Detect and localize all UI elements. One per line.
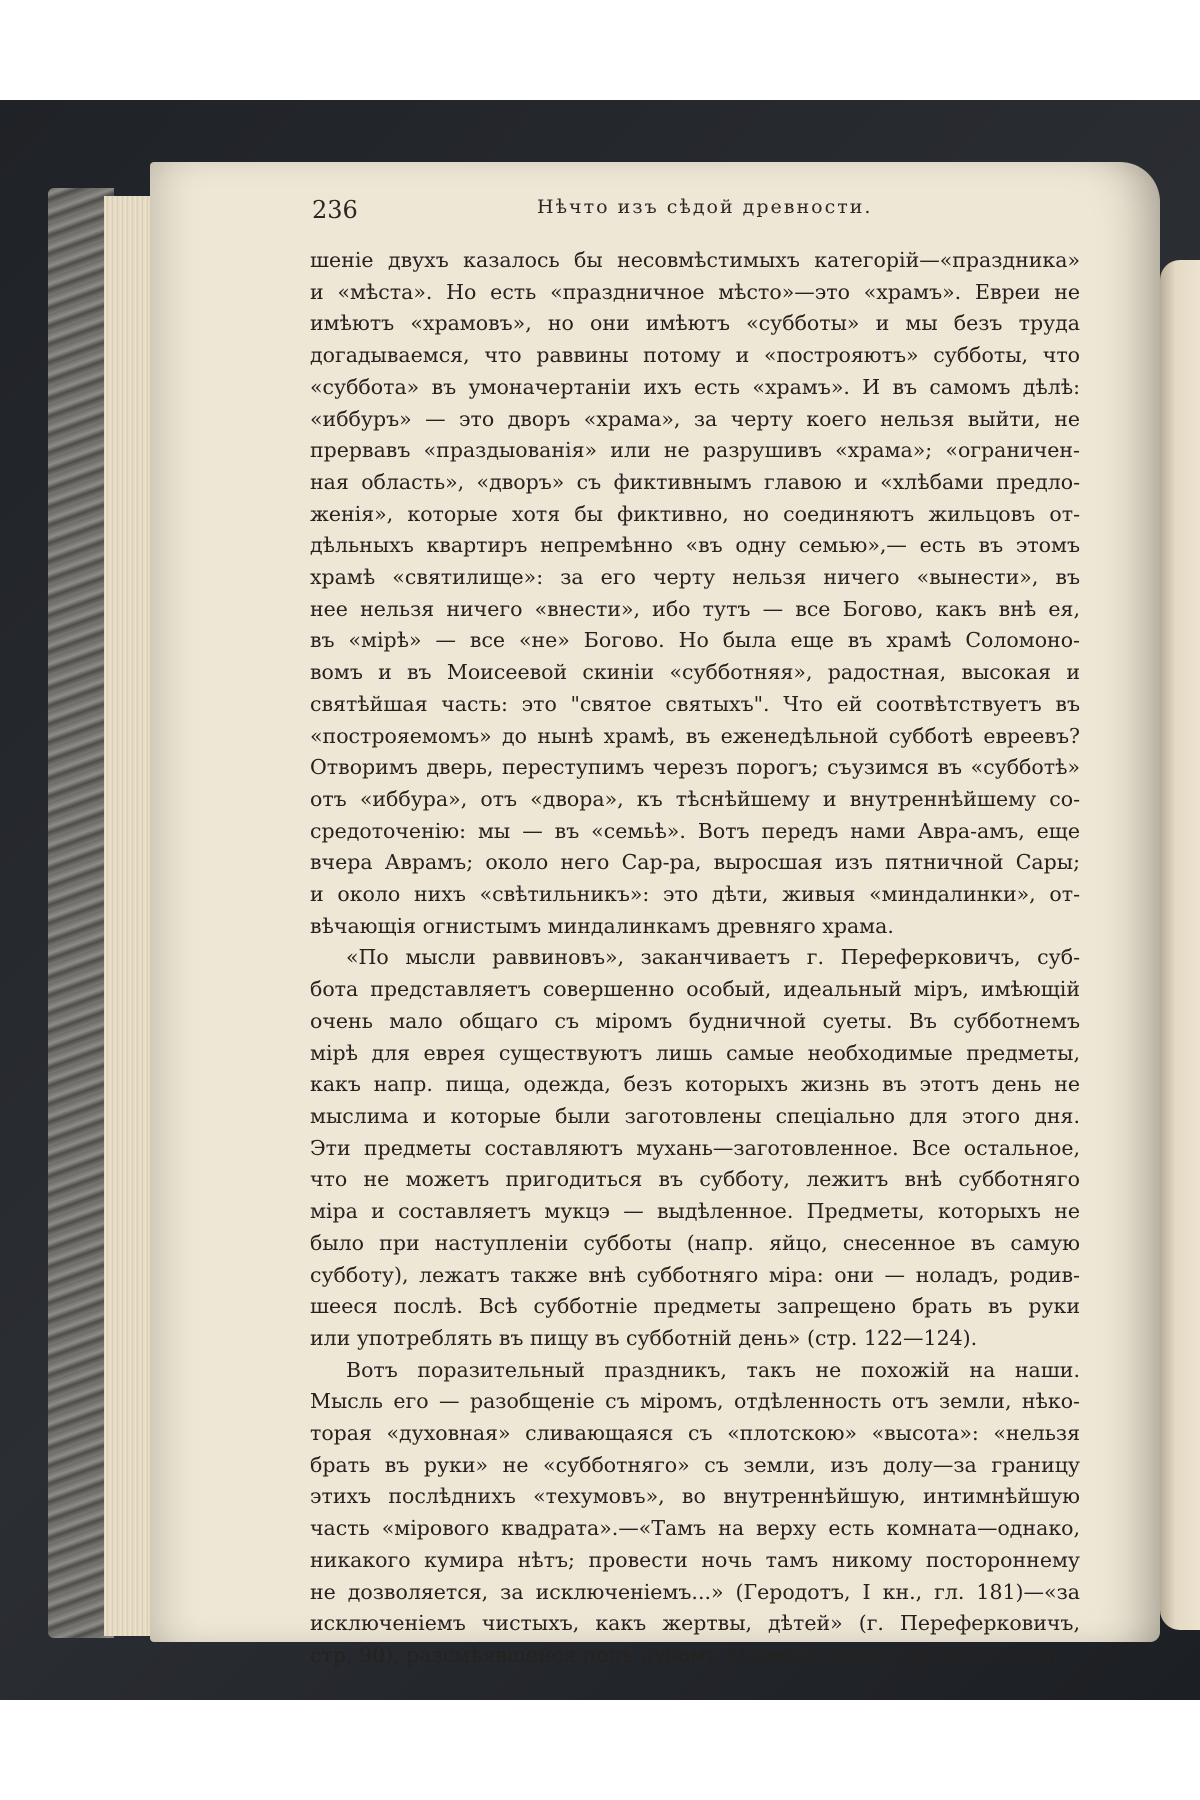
text-line: отъ «иббура», отъ «двора», къ тѣснѣйшему и внутреннѣйшему со- bbox=[310, 786, 1080, 811]
text-line: мыслима и которые были заготовлены спеціально для этого дня. bbox=[310, 1103, 1080, 1128]
text-line: ная область», «дворъ» съ фиктивнымъ главою и «хлѣбами предло- bbox=[310, 469, 1080, 494]
text-line: субботу), лежатъ также внѣ субботняго міра: они — ноладъ, родив- bbox=[310, 1262, 1080, 1287]
text-line: Мысль его — разобщеніе съ міромъ, отдѣленность отъ земли, нѣко- bbox=[310, 1389, 1080, 1414]
text-line: «иббуръ» — это дворъ «храма», за черту коего нельзя выйти, не bbox=[310, 406, 1080, 431]
text-line: исключеніемъ чистыхъ, какъ жертвы, дѣтей» (г. Переферковичъ, bbox=[310, 1611, 1080, 1636]
text-line: имѣютъ «храмовъ», но они имѣютъ «субботы» и мы безъ труда bbox=[310, 311, 1080, 336]
text-line: вчера Аврамъ; около него Сар-ра, выросшая изъ пятничной Сары; bbox=[310, 850, 1080, 875]
text-line: было при наступленіи субботы (напр. яйцо, снесенное въ самую bbox=[310, 1230, 1080, 1255]
text-line: очень мало общаго съ міромъ будничной суеты. Въ субботнемъ bbox=[310, 1008, 1080, 1033]
page-edges bbox=[104, 196, 152, 1636]
text-line: въ «мірѣ» — все «не» Богово. Но была еще въ храмѣ Соломоно- bbox=[310, 628, 1080, 653]
text-line: и «мѣста». Но есть «праздничное мѣсто»—это «храмъ». Евреи не bbox=[310, 279, 1080, 304]
text-line: вомъ и въ Моисеевой скиніи «субботняя», радостная, высокая и bbox=[310, 660, 1080, 685]
text-line: нее нельзя ничего «внести», ибо тутъ — все Богово, какъ внѣ ея, bbox=[310, 596, 1080, 621]
body-text bbox=[310, 245, 1080, 1672]
text-line: брать въ руки» не «субботняго» съ земли, изъ долу—за границу bbox=[310, 1452, 1080, 1477]
text-line: Отворимъ дверь, переступимъ черезъ порогъ; съузимся въ «субботѣ» bbox=[310, 755, 1080, 780]
text-line: шееся послѣ. Всѣ субботніе предметы запрещено брать въ руки bbox=[310, 1294, 1080, 1319]
text-line: бота представляетъ совершенно особый, идеальный міръ, имѣющій bbox=[310, 977, 1080, 1002]
text-line: торая «духовная» сливающаяся съ «плотскою» «высота»: «нельзя bbox=[310, 1421, 1080, 1446]
text-line: средоточенію: мы — въ «семьѣ». Вотъ передъ нами Авра-амъ, еще bbox=[310, 818, 1080, 843]
facing-page-edge bbox=[1160, 260, 1200, 1630]
text-line: «суббота» въ умоначертаніи ихъ есть «храмъ». И въ самомъ дѣлѣ: bbox=[310, 374, 1080, 399]
text-line: какъ напр. пища, одежда, безъ которыхъ жизнь въ этотъ день не bbox=[310, 1072, 1080, 1097]
text-line: никакого кумира нѣтъ; провести ночь тамъ никому постороннему bbox=[310, 1547, 1080, 1572]
text-line: шеніе двухъ казалось бы несовмѣстимыхъ категорій—«праздника» bbox=[310, 248, 1080, 272]
text-line: или употреблять въ пищу въ субботній день» (стр. 122—124). bbox=[310, 1325, 978, 1350]
text-line: «построяемомъ» до нынѣ храмѣ, въ еженедѣльной субботѣ евреевъ? bbox=[310, 723, 1080, 748]
running-title: Нѣчто изъ сѣдой древности. bbox=[537, 196, 873, 218]
text-line: женія», которые хотя бы фиктивно, но соединяютъ жильцовъ от- bbox=[310, 501, 1080, 526]
text-line: часть «мірового квадрата».—«Тамъ на верху есть комната—однако, bbox=[310, 1516, 1080, 1541]
text-line: дѣльныхъ квартиръ непремѣнно «въ одну семью»,— есть въ этомъ bbox=[310, 533, 1080, 558]
text-line: храмѣ «святилище»: за его черту нельзя ничего «вынести», въ bbox=[310, 565, 1080, 590]
text-line: стр. 90), разсмѣявшейся подъ дубомъ Мамврійскимъ Сар ры и «отца bbox=[310, 1642, 1059, 1667]
running-head bbox=[312, 196, 877, 236]
text-line: Вотъ поразительный праздникъ, такъ не похожій на наши. bbox=[346, 1357, 1080, 1382]
text-line: святѣйшая часть: это "святое святыхъ". Что ей соотвѣтствуетъ въ bbox=[310, 691, 1080, 716]
text-line: что не можетъ пригодиться въ субботу, лежитъ внѣ субботняго bbox=[310, 1167, 1080, 1192]
text-line: мірѣ для еврея существуютъ лишь самые необходимые предметы, bbox=[310, 1040, 1080, 1065]
text-line: этихъ послѣднихъ «техумовъ», во внутреннѣйшую, интимнѣйшую bbox=[310, 1484, 1080, 1509]
text-line: прервавъ «праздыованія» или не разрушивъ «храма»; «ограничен- bbox=[310, 438, 1080, 463]
text-line: вѣчающія огнистымъ миндалинкамъ древняго храма. bbox=[310, 913, 894, 938]
text-line: Эти предметы составляютъ мухань—заготовленное. Все остальное, bbox=[310, 1135, 1080, 1160]
text-line: и около нихъ «свѣтильникъ»: это дѣти, живыя «миндалинки», от- bbox=[310, 882, 1080, 907]
text-line: «По мысли раввиновъ», заканчиваетъ г. Переферковичъ, суб- bbox=[346, 945, 1080, 970]
book-photo bbox=[0, 100, 1200, 1700]
text-line: не дозволяется, за исключеніемъ...» (Геродотъ, I кн., гл. 181)—«за bbox=[310, 1579, 1080, 1604]
page-number: 236 bbox=[312, 196, 358, 224]
text-line: догадываемся, что раввины потому и «построяютъ» субботы, что bbox=[310, 343, 1080, 368]
text-line: міра и составляетъ мукцэ — выдѣленное. Предметы, которыхъ не bbox=[310, 1199, 1080, 1224]
